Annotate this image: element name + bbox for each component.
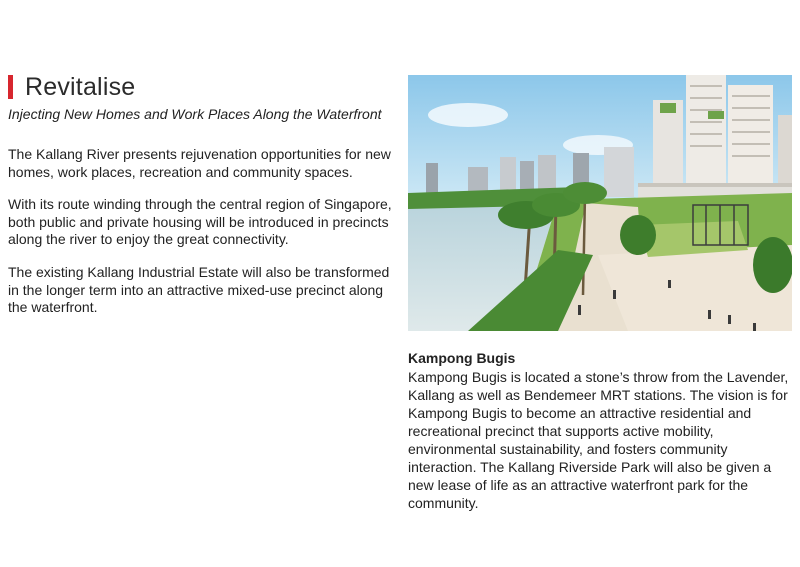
- accent-bar: [8, 75, 13, 99]
- intro-paragraph-2: With its route winding through the central region of Singapore, both public and private housing will be introduced in precincts along the river to enjoy the great connectivity.: [8, 196, 392, 247]
- section-header: [8, 72, 135, 102]
- kampong-bugis-render-image: [408, 75, 792, 331]
- intro-paragraph-1: The Kallang River presents rejuvenation opportunities for new homes, work places, recreation and community spaces.: [8, 146, 391, 180]
- section-subtitle: Injecting New Homes and Work Places Along the Waterfront: [8, 106, 382, 122]
- feature-heading: Kampong Bugis: [408, 350, 516, 366]
- feature-description: Kampong Bugis is located a stone’s throw from the Lavender, Kallang as well as Bendemeer MRT stations. The vision is for Kampong Bugis to become an attractive residential and recreational precinct that supports active mobility, environmental sustainability, and fosters community interaction. The Kallang Riverside Park will also be given a new lease of life as an attractive waterfront park for the community.: [408, 369, 789, 511]
- page-title: Revitalise: [25, 72, 136, 101]
- intro-paragraph-3: The existing Kallang Industrial Estate will also be transformed in the longer term into an attractive mixed-use precinct along the waterfront.: [8, 264, 390, 315]
